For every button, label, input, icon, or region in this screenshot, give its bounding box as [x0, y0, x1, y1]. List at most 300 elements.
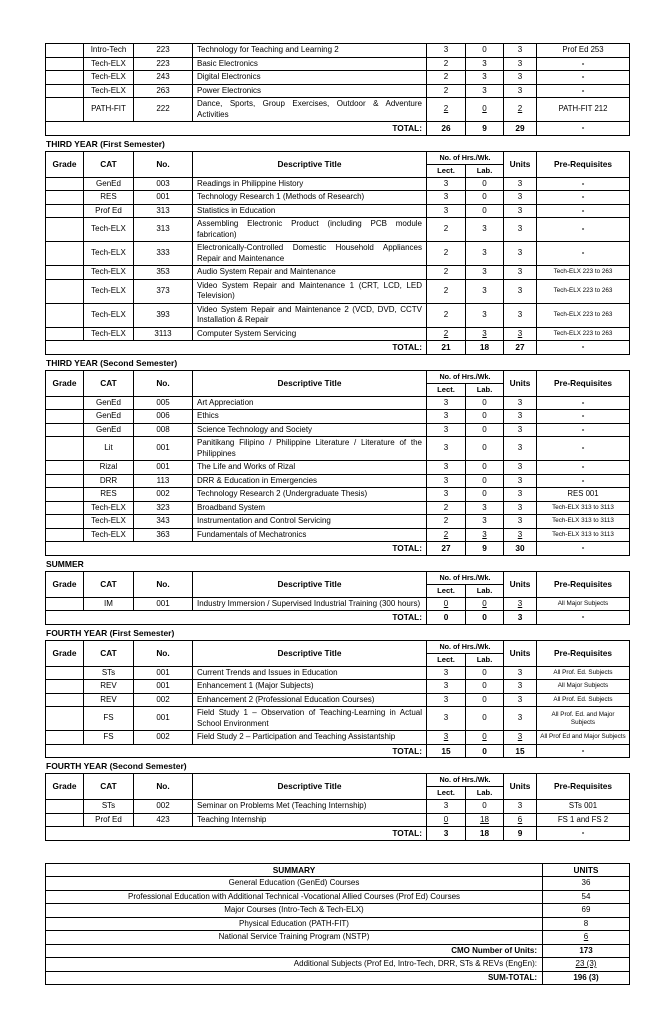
grade-cell — [46, 800, 84, 814]
course-category-cell: GenEd — [84, 423, 134, 437]
summary-section — [45, 863, 629, 986]
total-row — [46, 542, 630, 556]
course-row — [46, 501, 630, 515]
prerequisites-cell: Prof Ed 253 — [537, 44, 630, 58]
course-category-cell: Tech-ELX — [84, 218, 134, 242]
col-header-hours-per-week: No. of Hrs./Wk. — [427, 571, 504, 584]
lecture-hours-cell: 2 — [427, 84, 466, 98]
course-category-cell: STs — [84, 800, 134, 814]
course-number-cell: 243 — [134, 71, 193, 85]
curriculum-content — [45, 43, 629, 985]
course-category-cell: Tech-ELX — [84, 266, 134, 280]
lecture-hours-cell: 3 — [427, 666, 466, 680]
units-cell: 3 — [504, 528, 537, 542]
lecture-hours-cell: 2 — [427, 218, 466, 242]
summary-row — [46, 931, 630, 945]
grade-cell — [46, 57, 84, 71]
total-lab-value: 18 — [466, 341, 504, 355]
course-row — [46, 84, 630, 98]
course-number-cell: 113 — [134, 474, 193, 488]
lab-hours-cell: 3 — [466, 501, 504, 515]
total-units-value: 15 — [504, 744, 537, 758]
total-prereq-value: - — [537, 611, 630, 625]
course-category-cell: REV — [84, 693, 134, 707]
col-header-cat: CAT — [84, 151, 134, 177]
course-category-cell: Prof Ed — [84, 813, 134, 827]
descriptive-title-cell: Power Electronics — [193, 84, 427, 98]
section-label: THIRD YEAR (First Semester) — [46, 138, 165, 149]
course-row — [46, 474, 630, 488]
total-label: TOTAL: — [46, 542, 427, 556]
lab-hours-cell: 0 — [466, 707, 504, 731]
prerequisites-cell: - — [537, 242, 630, 266]
col-header-cat: CAT — [84, 774, 134, 800]
course-table — [45, 640, 630, 759]
course-rows — [46, 44, 630, 122]
units-cell: 3 — [504, 423, 537, 437]
course-category-cell: STs — [84, 666, 134, 680]
summary-row-units-value: 54 — [543, 890, 630, 904]
prerequisites-cell: Tech-ELX 223 to 263 — [537, 303, 630, 327]
course-category-cell: Tech-ELX — [84, 528, 134, 542]
units-cell: 2 — [504, 98, 537, 122]
summary-row — [46, 904, 630, 918]
lecture-hours-cell: 3 — [427, 204, 466, 218]
lab-hours-cell: 3 — [466, 266, 504, 280]
prerequisites-cell: All Prof Ed and Major Subjects — [537, 731, 630, 745]
total-lab-value: 18 — [466, 827, 504, 841]
col-header-lecture-hours: Lect. — [427, 584, 466, 597]
prerequisites-cell: All Prof. Ed. and Major Subjects — [537, 707, 630, 731]
course-number-cell: 363 — [134, 528, 193, 542]
lab-hours-cell: 0 — [466, 488, 504, 502]
descriptive-title-cell: DRR & Education in Emergencies — [193, 474, 427, 488]
course-row — [46, 488, 630, 502]
total-units-value: 9 — [504, 827, 537, 841]
units-cell: 3 — [504, 488, 537, 502]
grade-cell — [46, 474, 84, 488]
lecture-hours-cell: 2 — [427, 279, 466, 303]
prerequisites-cell: Tech-ELX 313 to 3113 — [537, 515, 630, 529]
course-rows — [46, 666, 630, 744]
prerequisites-cell: All Prof. Ed. Subjects — [537, 666, 630, 680]
units-cell: 6 — [504, 813, 537, 827]
units-cell: 3 — [504, 437, 537, 461]
lecture-hours-cell: 2 — [427, 242, 466, 266]
grade-cell — [46, 204, 84, 218]
lab-hours-cell: 3 — [466, 515, 504, 529]
summary-row — [46, 944, 630, 958]
course-number-cell: 263 — [134, 84, 193, 98]
course-number-cell: 393 — [134, 303, 193, 327]
course-number-cell: 222 — [134, 98, 193, 122]
col-header-prerequisites: Pre-Requisites — [537, 571, 630, 597]
course-number-cell: 001 — [134, 597, 193, 611]
prerequisites-cell: All Major Subjects — [537, 597, 630, 611]
descriptive-title-cell: Digital Electronics — [193, 71, 427, 85]
units-cell: 3 — [504, 597, 537, 611]
lab-hours-cell: 0 — [466, 731, 504, 745]
prerequisites-cell: All Prof. Ed. Subjects — [537, 693, 630, 707]
descriptive-title-cell: Science Technology and Society — [193, 423, 427, 437]
lecture-hours-cell: 2 — [427, 528, 466, 542]
course-row — [46, 279, 630, 303]
course-category-cell: Rizal — [84, 461, 134, 475]
total-row — [46, 744, 630, 758]
grade-cell — [46, 528, 84, 542]
summary-header-units: UNITS — [543, 863, 630, 877]
descriptive-title-cell: Video System Repair and Maintenance 1 (CRT, LCD, LED Television) — [193, 279, 427, 303]
course-row — [46, 44, 630, 58]
descriptive-title-cell: Electronically-Controlled Domestic Household Appliances Repair and Maintenance — [193, 242, 427, 266]
prerequisites-cell: - — [537, 461, 630, 475]
col-header-no: No. — [134, 640, 193, 666]
course-number-cell: 373 — [134, 279, 193, 303]
summary-row-units-value: 36 — [543, 877, 630, 891]
grade-cell — [46, 693, 84, 707]
course-table-header — [46, 774, 630, 800]
units-cell: 3 — [504, 303, 537, 327]
units-cell: 3 — [504, 218, 537, 242]
total-lect-value: 21 — [427, 341, 466, 355]
total-units-value: 3 — [504, 611, 537, 625]
lab-hours-cell: 0 — [466, 800, 504, 814]
course-number-cell: 313 — [134, 204, 193, 218]
lecture-hours-cell: 3 — [427, 461, 466, 475]
col-header-cat: CAT — [84, 571, 134, 597]
total-units-value: 30 — [504, 542, 537, 556]
grade-cell — [46, 707, 84, 731]
course-category-cell: DRR — [84, 474, 134, 488]
units-cell: 3 — [504, 515, 537, 529]
lab-hours-cell: 0 — [466, 461, 504, 475]
descriptive-title-cell: Field Study 2 – Participation and Teaching Assistantship — [193, 731, 427, 745]
course-category-cell: RES — [84, 488, 134, 502]
course-number-cell: 3113 — [134, 327, 193, 341]
descriptive-title-cell: Technology Research 1 (Methods of Research) — [193, 191, 427, 205]
course-row — [46, 410, 630, 424]
total-row — [46, 611, 630, 625]
lecture-hours-cell: 3 — [427, 693, 466, 707]
grade-cell — [46, 437, 84, 461]
total-row — [46, 827, 630, 841]
grade-cell — [46, 177, 84, 191]
col-header-lab-hours: Lab. — [466, 653, 504, 666]
summary-row-label: Professional Education with Additional Technical -Vocational Allied Courses (Prof Ed) Courses — [46, 890, 543, 904]
prerequisites-cell: All Major Subjects — [537, 680, 630, 694]
course-rows — [46, 177, 630, 341]
course-number-cell: 002 — [134, 693, 193, 707]
col-header-grade: Grade — [46, 640, 84, 666]
units-cell: 3 — [504, 177, 537, 191]
lecture-hours-cell: 3 — [427, 177, 466, 191]
total-label: TOTAL: — [46, 827, 427, 841]
course-row — [46, 731, 630, 745]
course-row — [46, 528, 630, 542]
semester-section — [45, 559, 629, 625]
descriptive-title-cell: Instrumentation and Control Servicing — [193, 515, 427, 529]
summary-table — [45, 863, 630, 986]
course-category-cell: Tech-ELX — [84, 57, 134, 71]
total-prereq-value: - — [537, 341, 630, 355]
summary-row — [46, 971, 630, 985]
lab-hours-cell: 0 — [466, 44, 504, 58]
prerequisites-cell: - — [537, 204, 630, 218]
lab-hours-cell: 0 — [466, 597, 504, 611]
units-cell: 3 — [504, 474, 537, 488]
col-header-lab-hours: Lab. — [466, 383, 504, 396]
course-category-cell: GenEd — [84, 396, 134, 410]
summary-row-label: General Education (GenEd) Courses — [46, 877, 543, 891]
units-cell: 3 — [504, 680, 537, 694]
descriptive-title-cell: Technology Research 2 (Undergraduate Thesis) — [193, 488, 427, 502]
summary-header-label: SUMMARY — [46, 863, 543, 877]
col-header-lab-hours: Lab. — [466, 787, 504, 800]
descriptive-title-cell: Assembling Electronic Product (including PCB module fabrication) — [193, 218, 427, 242]
summary-row-label: SUM-TOTAL: — [46, 971, 543, 985]
lab-hours-cell: 0 — [466, 474, 504, 488]
col-header-hours-per-week: No. of Hrs./Wk. — [427, 640, 504, 653]
descriptive-title-cell: Computer System Servicing — [193, 327, 427, 341]
descriptive-title-cell: Industry Immersion / Supervised Industrial Training (300 hours) — [193, 597, 427, 611]
course-rows — [46, 800, 630, 827]
lab-hours-cell: 0 — [466, 396, 504, 410]
course-category-cell: Tech-ELX — [84, 501, 134, 515]
lab-hours-cell: 0 — [466, 191, 504, 205]
lab-hours-cell: 0 — [466, 98, 504, 122]
lab-hours-cell: 3 — [466, 528, 504, 542]
grade-cell — [46, 242, 84, 266]
grade-cell — [46, 423, 84, 437]
col-header-lecture-hours: Lect. — [427, 164, 466, 177]
lecture-hours-cell: 2 — [427, 98, 466, 122]
total-lab-value: 9 — [466, 122, 504, 136]
course-row — [46, 204, 630, 218]
units-cell: 3 — [504, 57, 537, 71]
summary-row-label: Physical Education (PATH-FIT) — [46, 917, 543, 931]
course-number-cell: 223 — [134, 44, 193, 58]
course-row — [46, 597, 630, 611]
descriptive-title-cell: Video System Repair and Maintenance 2 (VCD, DVD, CCTV Installation & Repair — [193, 303, 427, 327]
course-number-cell: 001 — [134, 437, 193, 461]
col-header-grade: Grade — [46, 370, 84, 396]
grade-cell — [46, 266, 84, 280]
course-table-header — [46, 151, 630, 177]
prerequisites-cell: - — [537, 57, 630, 71]
total-prereq-value: - — [537, 827, 630, 841]
grade-cell — [46, 666, 84, 680]
descriptive-title-cell: Basic Electronics — [193, 57, 427, 71]
course-number-cell: 002 — [134, 800, 193, 814]
lecture-hours-cell: 2 — [427, 303, 466, 327]
prerequisites-cell: - — [537, 71, 630, 85]
course-number-cell: 001 — [134, 680, 193, 694]
col-header-units: Units — [504, 370, 537, 396]
grade-cell — [46, 597, 84, 611]
col-header-descriptive-title: Descriptive Title — [193, 151, 427, 177]
lecture-hours-cell: 3 — [427, 396, 466, 410]
total-lab-value: 9 — [466, 542, 504, 556]
course-table — [45, 370, 630, 556]
descriptive-title-cell: Statistics in Education — [193, 204, 427, 218]
grade-cell — [46, 44, 84, 58]
course-row — [46, 813, 630, 827]
course-rows — [46, 597, 630, 611]
course-row — [46, 515, 630, 529]
col-header-units: Units — [504, 151, 537, 177]
course-category-cell: REV — [84, 680, 134, 694]
units-cell: 3 — [504, 666, 537, 680]
lab-hours-cell: 0 — [466, 693, 504, 707]
prerequisites-cell: STs 001 — [537, 800, 630, 814]
course-row — [46, 396, 630, 410]
course-table-header — [46, 571, 630, 597]
course-row — [46, 98, 630, 122]
grade-cell — [46, 501, 84, 515]
descriptive-title-cell: Technology for Teaching and Learning 2 — [193, 44, 427, 58]
units-cell: 3 — [504, 461, 537, 475]
lab-hours-cell: 18 — [466, 813, 504, 827]
lecture-hours-cell: 3 — [427, 410, 466, 424]
descriptive-title-cell: Fundamentals of Mechatronics — [193, 528, 427, 542]
grade-cell — [46, 731, 84, 745]
units-cell: 3 — [504, 44, 537, 58]
total-label: TOTAL: — [46, 744, 427, 758]
course-category-cell: Lit — [84, 437, 134, 461]
course-category-cell: RES — [84, 191, 134, 205]
lecture-hours-cell: 2 — [427, 327, 466, 341]
lab-hours-cell: 3 — [466, 71, 504, 85]
col-header-no: No. — [134, 151, 193, 177]
prerequisites-cell: FS 1 and FS 2 — [537, 813, 630, 827]
total-lect-value: 0 — [427, 611, 466, 625]
col-header-lecture-hours: Lect. — [427, 787, 466, 800]
lecture-hours-cell: 3 — [427, 191, 466, 205]
course-category-cell: Tech-ELX — [84, 327, 134, 341]
descriptive-title-cell: Enhancement 2 (Professional Education Courses) — [193, 693, 427, 707]
lecture-hours-cell: 3 — [427, 731, 466, 745]
prerequisites-cell: - — [537, 218, 630, 242]
lab-hours-cell: 3 — [466, 57, 504, 71]
course-row — [46, 707, 630, 731]
descriptive-title-cell: The Life and Works of Rizal — [193, 461, 427, 475]
grade-cell — [46, 488, 84, 502]
lecture-hours-cell: 2 — [427, 266, 466, 280]
grade-cell — [46, 303, 84, 327]
col-header-prerequisites: Pre-Requisites — [537, 151, 630, 177]
prerequisites-cell: Tech-ELX 313 to 3113 — [537, 501, 630, 515]
total-lect-value: 3 — [427, 827, 466, 841]
total-lect-value: 27 — [427, 542, 466, 556]
col-header-lecture-hours: Lect. — [427, 653, 466, 666]
col-header-grade: Grade — [46, 774, 84, 800]
total-row — [46, 122, 630, 136]
summary-row — [46, 877, 630, 891]
col-header-units: Units — [504, 774, 537, 800]
lab-hours-cell: 0 — [466, 410, 504, 424]
descriptive-title-cell: Enhancement 1 (Major Subjects) — [193, 680, 427, 694]
summary-row-label: Major Courses (Intro-Tech & Tech-ELX) — [46, 904, 543, 918]
prerequisites-cell: - — [537, 191, 630, 205]
course-row — [46, 57, 630, 71]
col-header-cat: CAT — [84, 370, 134, 396]
total-units-value: 27 — [504, 341, 537, 355]
course-table — [45, 773, 630, 841]
total-lect-value: 15 — [427, 744, 466, 758]
prerequisites-cell: Tech-ELX 223 to 263 — [537, 266, 630, 280]
summary-row-label: Additional Subjects (Prof Ed, Intro-Tech, DRR, STs & REVs (EngEn): — [46, 958, 543, 972]
course-number-cell: 005 — [134, 396, 193, 410]
summary-row-units-value: 23 (3) — [543, 958, 630, 972]
prerequisites-cell: - — [537, 474, 630, 488]
lab-hours-cell: 0 — [466, 666, 504, 680]
summary-row-units-value: 173 — [543, 944, 630, 958]
course-category-cell: IM — [84, 597, 134, 611]
course-category-cell: FS — [84, 731, 134, 745]
units-cell: 3 — [504, 396, 537, 410]
lab-hours-cell: 3 — [466, 327, 504, 341]
col-header-prerequisites: Pre-Requisites — [537, 370, 630, 396]
course-table — [45, 151, 630, 355]
descriptive-title-cell: Panitikang Filipino / Philippine Literature / Literature of the Philippines — [193, 437, 427, 461]
lecture-hours-cell: 3 — [427, 423, 466, 437]
lecture-hours-cell: 0 — [427, 597, 466, 611]
units-cell: 3 — [504, 242, 537, 266]
col-header-descriptive-title: Descriptive Title — [193, 370, 427, 396]
total-row — [46, 341, 630, 355]
lab-hours-cell: 0 — [466, 423, 504, 437]
course-number-cell: 313 — [134, 218, 193, 242]
col-header-hours-per-week: No. of Hrs./Wk. — [427, 151, 504, 164]
course-number-cell: 423 — [134, 813, 193, 827]
col-header-grade: Grade — [46, 571, 84, 597]
col-header-prerequisites: Pre-Requisites — [537, 774, 630, 800]
units-cell: 3 — [504, 279, 537, 303]
lab-hours-cell: 3 — [466, 279, 504, 303]
descriptive-title-cell: Audio System Repair and Maintenance — [193, 266, 427, 280]
col-header-hours-per-week: No. of Hrs./Wk. — [427, 370, 504, 383]
course-number-cell: 343 — [134, 515, 193, 529]
col-header-hours-per-week: No. of Hrs./Wk. — [427, 774, 504, 787]
prerequisites-cell: - — [537, 84, 630, 98]
course-row — [46, 461, 630, 475]
course-number-cell: 002 — [134, 488, 193, 502]
col-header-units: Units — [504, 571, 537, 597]
semester-section — [45, 358, 629, 556]
total-label: TOTAL: — [46, 611, 427, 625]
section-label: FOURTH YEAR (Second Semester) — [46, 761, 187, 771]
prerequisites-cell: PATH-FIT 212 — [537, 98, 630, 122]
lecture-hours-cell: 3 — [427, 437, 466, 461]
grade-cell — [46, 410, 84, 424]
grade-cell — [46, 396, 84, 410]
col-header-descriptive-title: Descriptive Title — [193, 571, 427, 597]
lecture-hours-cell: 3 — [427, 44, 466, 58]
course-number-cell: 001 — [134, 666, 193, 680]
course-row — [46, 327, 630, 341]
course-row — [46, 666, 630, 680]
course-row — [46, 191, 630, 205]
course-row — [46, 303, 630, 327]
descriptive-title-cell: Dance, Sports, Group Exercises, Outdoor & Adventure Activities — [193, 98, 427, 122]
total-lect-value: 26 — [427, 122, 466, 136]
col-header-lab-hours: Lab. — [466, 164, 504, 177]
lecture-hours-cell: 3 — [427, 800, 466, 814]
course-row — [46, 71, 630, 85]
col-header-cat: CAT — [84, 640, 134, 666]
summary-row — [46, 958, 630, 972]
descriptive-title-cell: Teaching Internship — [193, 813, 427, 827]
